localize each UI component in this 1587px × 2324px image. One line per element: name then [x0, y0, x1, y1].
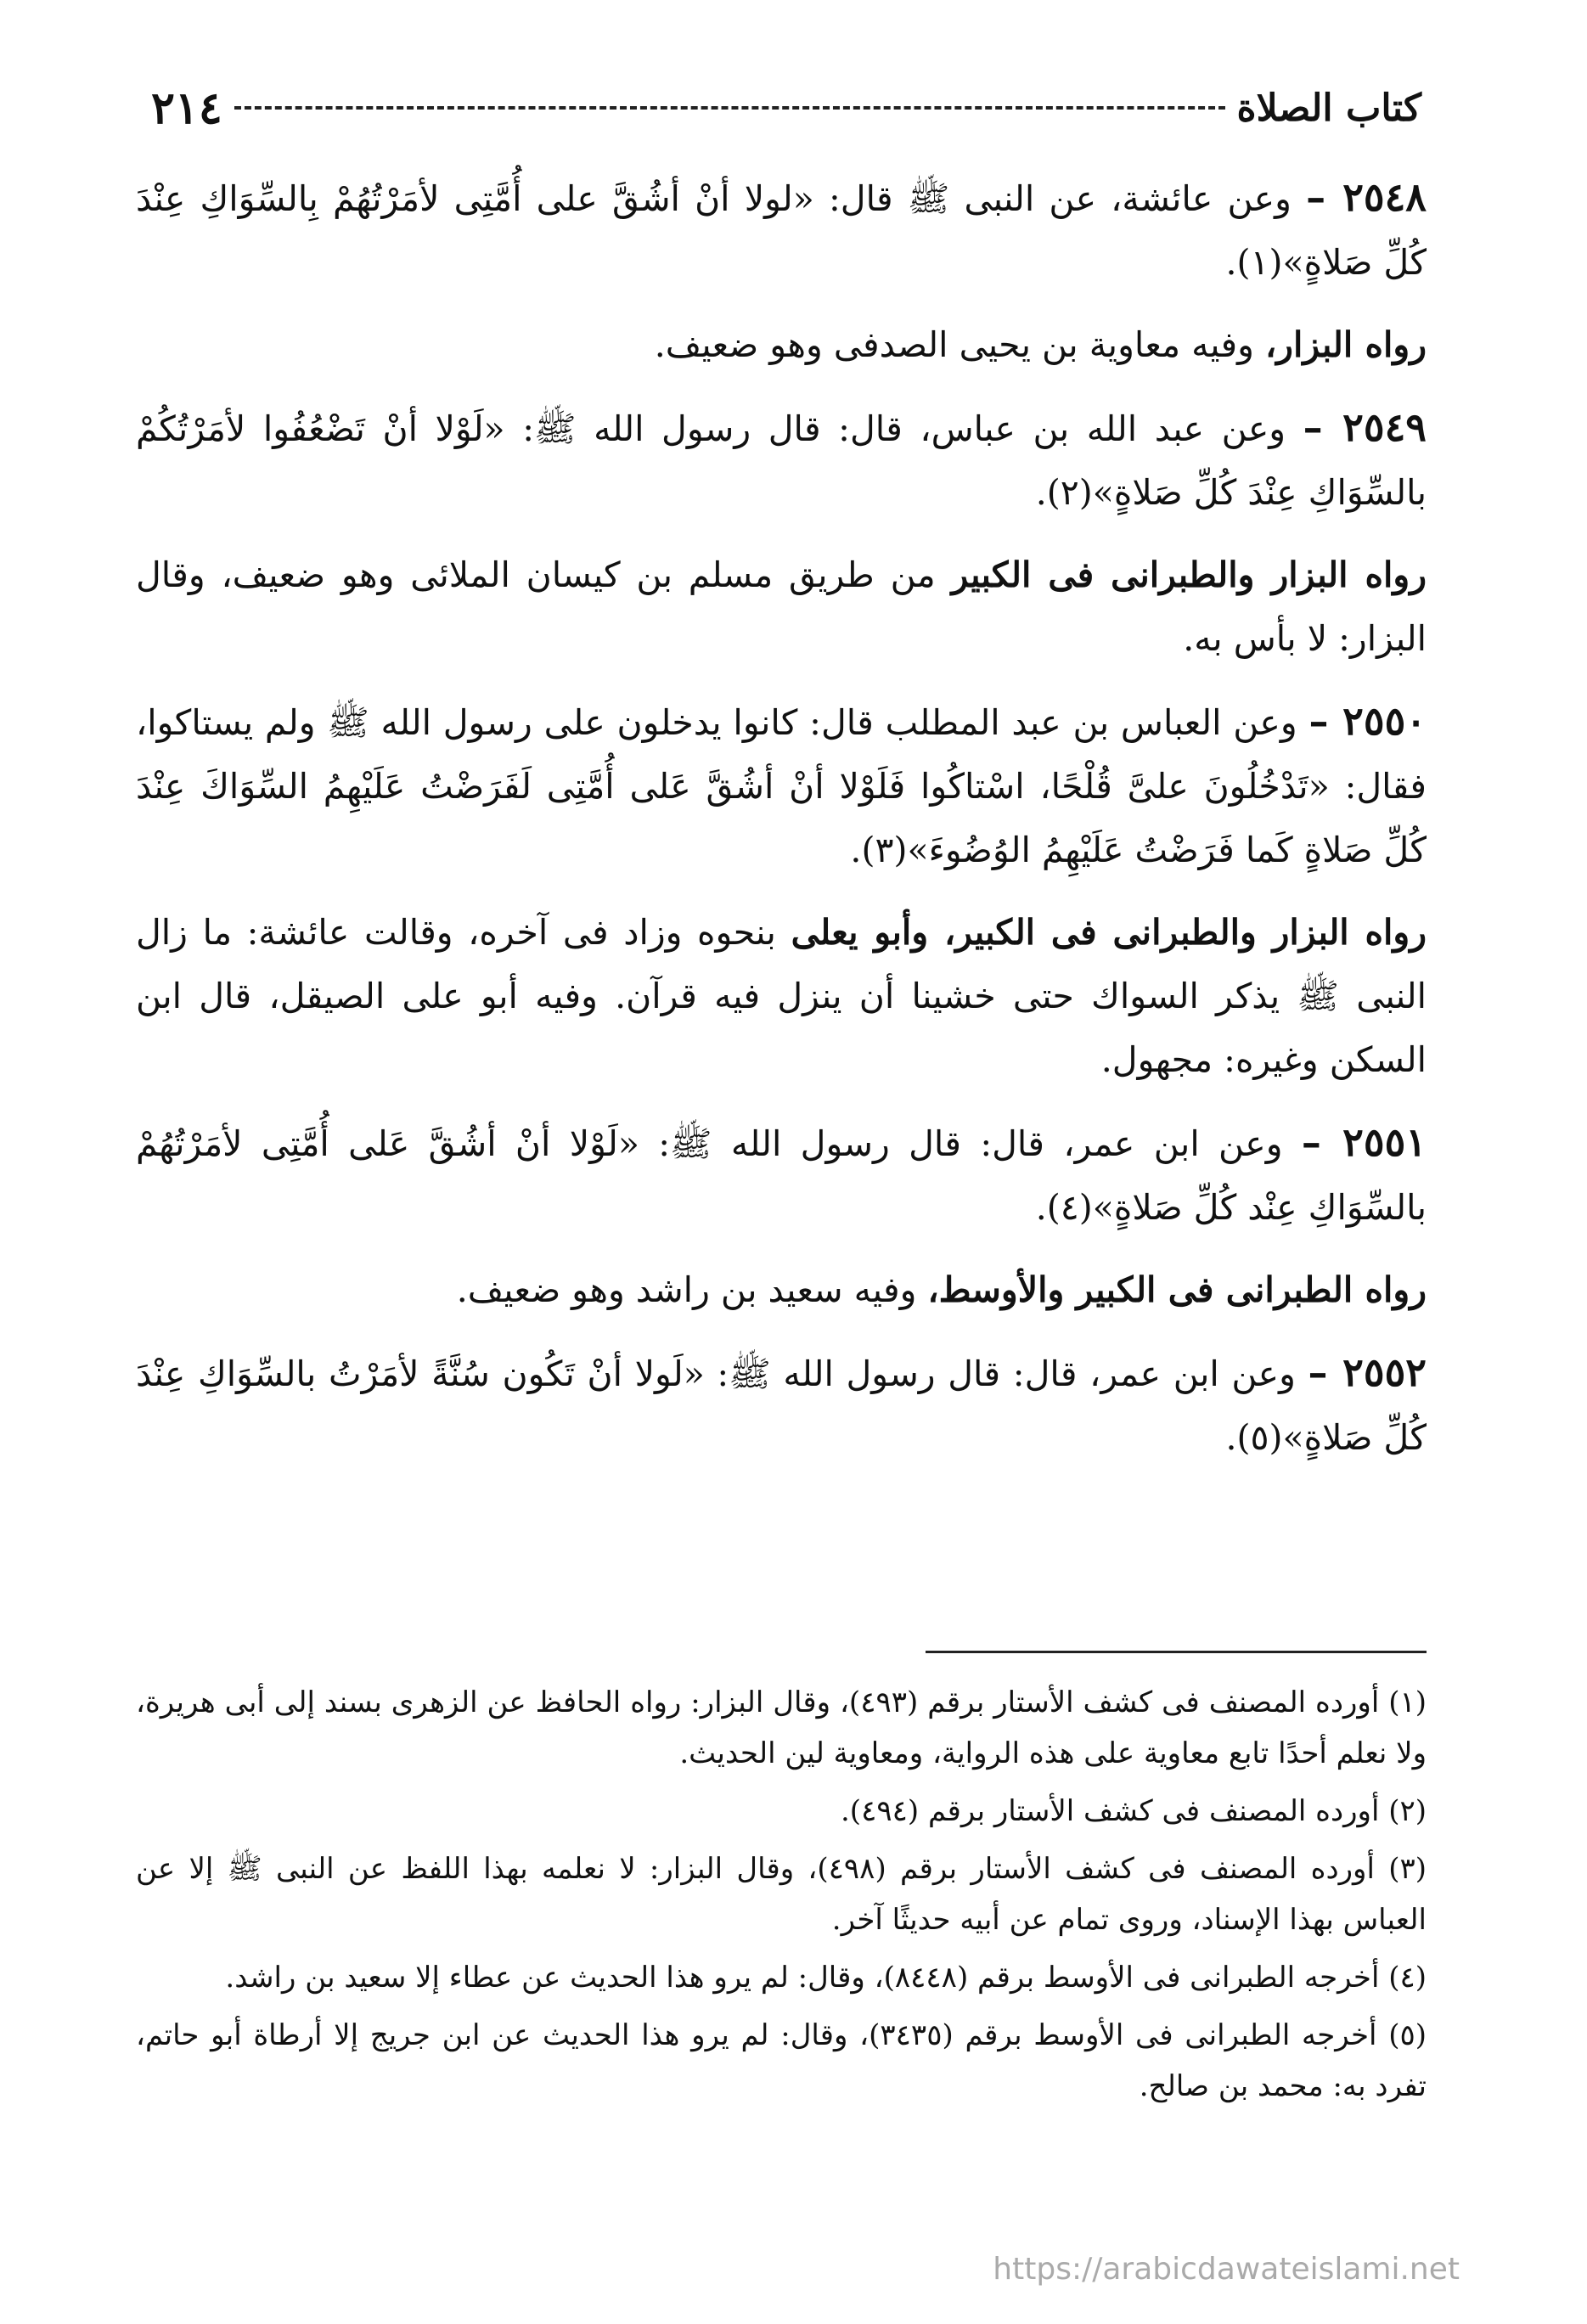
hadith-2549-grading: [136, 543, 1427, 671]
hadith-text: وعن ابن عمر، قال: قال رسول الله ﷺ: «لَولا أنْ تَكُون سُنَّةً لأمَرْتُ بالسِّوَاكِ عِنْدَ كُلِّ صَلاةٍ»(٥).: [136, 1353, 1427, 1458]
hadith-text: وعن العباس بن عبد المطلب قال: كانوا يدخلون على رسول الله ﷺ ولم يستاكوا، فقال: «تَدْخُلُونَ علىَّ قُلْحًا، اسْتاكُوا فَلَوْلا أنْ أشُقَّ عَلى أُمَّتِى لَفَرَضْتُ عَلَيْهِمُ السِّوَاكَ عِنْدَ كُلِّ صَلاةٍ كَما فَرَضْتُ عَلَيْهِمُ الوُضُوءَ»(٣).: [136, 702, 1427, 870]
footnote-5: (٥) أخرجه الطبرانى فى الأوسط برقم (٣٤٣٥)، وقال: لم يرو هذا الحديث عن ابن جريج إلا أرطاة أبو حاتم، تفرد به: محمد بن صالح.: [136, 2018, 1427, 2103]
hadith-number: ٢٥٤٨ –: [1306, 174, 1427, 220]
running-title: كتاب الصلاة: [1236, 86, 1421, 130]
main-text: [136, 166, 1427, 1488]
watermark-url: https://arabicdawateislami.net: [993, 2252, 1460, 2287]
source-attribution: رواه الطبرانى فى الكبير والأوسط،: [927, 1269, 1427, 1310]
footnote-3: (٣) أورده المصنف فى كشف الأستار برقم (٤٩٨)، وقال البزار: لا نعلمه بهذا اللفظ عن النبى ﷺ إلا عن العباس بهذا الإسناد، وروى تمام عن أبيه حديثًا آخر.: [136, 1852, 1427, 1937]
footnotes: [136, 1677, 1427, 2119]
hadith-2550: [136, 689, 1427, 882]
source-attribution: رواه البزار،: [1264, 324, 1427, 365]
hadith-number: ٢٥٤٩ –: [1303, 404, 1427, 450]
hadith-text: وعن ابن عمر، قال: قال رسول الله ﷺ: «لَوْلا أنْ أشُقَّ عَلى أُمَّتِى لأمَرْتُهُمْ بالسِّوَاكِ عِنْد كُلِّ صَلاةٍ»(٤).: [136, 1123, 1427, 1228]
hadith-2551: [136, 1111, 1427, 1240]
hadith-2552: [136, 1341, 1427, 1470]
footnote-4: (٤) أخرجه الطبرانى فى الأوسط برقم (٨٤٤٨)، وقال: لم يرو هذا الحديث عن عطاء إلا سعيد بن راشد.: [225, 1961, 1427, 1995]
grading-text: وفيه معاوية بن يحيى الصدفى وهو ضعيف.: [654, 324, 1265, 365]
hadith-number: ٢٥٥٠ –: [1308, 698, 1427, 744]
footnote-2: (٢) أورده المصنف فى كشف الأستار برقم (٤٩٤).: [841, 1794, 1427, 1828]
page-number: ٢١٤: [151, 82, 222, 134]
hadith-number: ٢٥٥٢ –: [1308, 1349, 1427, 1395]
header-divider: [234, 106, 1225, 110]
hadith-text: وعن عبد الله بن عباس، قال: قال رسول الله ﷺ: «لَوْلا أنْ تَضْعُفُوا لأمَرْتُكُمْ بالسِّوَاكِ عِنْدَ كُلِّ صَلاةٍ»(٢).: [136, 408, 1427, 513]
hadith-number: ٢٥٥١ –: [1301, 1119, 1427, 1165]
grading-text: وفيه سعيد بن راشد وهو ضعيف.: [456, 1269, 928, 1310]
page-header: [136, 78, 1427, 138]
footnote-divider: [926, 1651, 1427, 1653]
hadith-2548: [136, 166, 1427, 295]
hadith-text: وعن عائشة، عن النبى ﷺ قال: «لولا أنْ أشُقَّ على أُمَّتِى لأمَرْتُهُمْ بِالسِّوَاكِ عِنْدَ كُلِّ صَلاةٍ»(١).: [136, 178, 1427, 283]
hadith-2548-grading: [136, 313, 1427, 377]
grading-text: بنحوه وزاد فى آخره، وقالت عائشة: ما زال النبى ﷺ يذكر السواك حتى خشينا أن ينزل فيه قرآن. وفيه أبو على الصيقل، قال ابن السكن وغيره: مجهول.: [136, 912, 1427, 1080]
hadith-2549: [136, 396, 1427, 525]
source-attribution: رواه البزار والطبرانى فى الكبير، وأبو يعلى: [791, 912, 1427, 953]
footnote-1: (١) أورده المصنف فى كشف الأستار برقم (٤٩٣)، وقال البزار: رواه الحافظ عن الزهرى بسند إلى أبى هريرة، ولا نعلم أحدًا تابع معاوية على هذه الرواية، ومعاوية لين الحديث.: [136, 1685, 1427, 1770]
hadith-2551-grading: [136, 1258, 1427, 1322]
source-attribution: رواه البزار والطبرانى فى الكبير: [951, 554, 1427, 595]
hadith-2550-grading: [136, 901, 1427, 1092]
grading-text: من طريق مسلم بن كيسان الملائى وهو ضعيف، وقال البزار: لا بأس به.: [136, 554, 1427, 659]
